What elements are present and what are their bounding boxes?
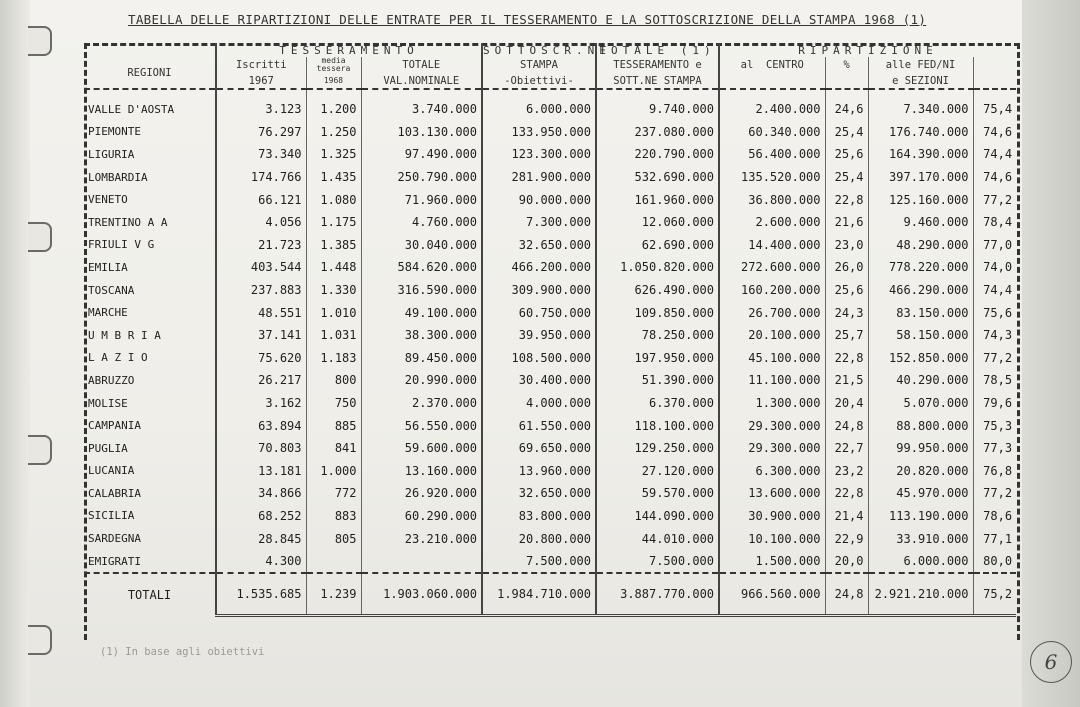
cell-pct2: 77,2 (973, 482, 1016, 505)
cell-pct: 21,5 (825, 369, 868, 392)
cell-pct: 20,0 (825, 550, 868, 574)
cell-stampa: 108.500.000 (482, 347, 596, 370)
cell-media: 1.080 (306, 188, 361, 211)
header-totale-nominale: TOTALE (361, 57, 482, 73)
cell-pct: 24,8 (825, 573, 868, 616)
cell-pct2: 74,4 (973, 279, 1016, 302)
cell-pct2: 78,5 (973, 369, 1016, 392)
cell-pct2: 74,4 (973, 143, 1016, 166)
cell-fed: 40.290.000 (868, 369, 973, 392)
header-centro-al: al (740, 59, 754, 71)
header-tess-sott: TESSERAMENTO e (596, 57, 719, 73)
cell-media: 1.010 (306, 301, 361, 324)
cell-fed: 88.800.000 (868, 414, 973, 437)
cell-totale: 30.040.000 (361, 234, 482, 257)
cell-regione: LOMBARDIA (88, 170, 148, 184)
cell-centro: 56.400.000 (719, 143, 825, 166)
cell-stampa: 133.950.000 (482, 121, 596, 144)
cell-iscritti: 68.252 (216, 505, 306, 528)
cell-totale: 250.790.000 (361, 166, 482, 189)
cell-fed: 466.290.000 (868, 279, 973, 302)
page-right-margin (1022, 0, 1080, 707)
cell-regione: TOSCANA (88, 283, 135, 297)
cell-media: 750 (306, 392, 361, 415)
binder-hole (28, 26, 52, 56)
cell-centro: 2.400.000 (719, 89, 825, 121)
cell-tot-tess: 144.090.000 (596, 505, 719, 528)
header-iscritti-year: 1967 (216, 73, 306, 89)
header-blank (84, 43, 216, 57)
cell-media: 885 (306, 414, 361, 437)
cell-iscritti: 174.766 (216, 166, 306, 189)
cell-fed: 33.910.000 (868, 527, 973, 550)
binder-hole (28, 435, 52, 465)
cell-totale: 3.740.000 (361, 89, 482, 121)
cell-pct: 24,8 (825, 414, 868, 437)
cell-fed: 778.220.000 (868, 256, 973, 279)
cell-pct: 23,2 (825, 460, 868, 483)
cell-media: 1.183 (306, 347, 361, 370)
cell-stampa: 6.000.000 (482, 89, 596, 121)
header-sottoscrizione: SOTTOSCR.NE (483, 43, 611, 57)
cell-centro: 272.600.000 (719, 256, 825, 279)
header-sott-stampa: SOTT.NE STAMPA (596, 73, 719, 89)
footnote: (1) In base agli obiettivi (100, 646, 265, 658)
cell-centro: 10.100.000 (719, 527, 825, 550)
cell-centro: 160.200.000 (719, 279, 825, 302)
cell-centro: 29.300.000 (719, 437, 825, 460)
header-percent-2-blank (973, 73, 1016, 89)
cell-stampa: 90.000.000 (482, 188, 596, 211)
cell-regione: LIGURIA (88, 147, 135, 161)
table-row (84, 347, 1016, 370)
cell-iscritti: 70.803 (216, 437, 306, 460)
cell-pct2: 75,4 (973, 89, 1016, 121)
cell-fed: 113.190.000 (868, 505, 973, 528)
cell-iscritti: 4.300 (216, 550, 306, 574)
table-row (84, 392, 1016, 415)
cell-totale (361, 550, 482, 574)
cell-pct2: 74,6 (973, 121, 1016, 144)
header-obiettivi: -Obiettivi- (482, 73, 596, 89)
cell-tot-tess: 109.850.000 (596, 301, 719, 324)
table-row (84, 256, 1016, 279)
cell-tot-tess: 78.250.000 (596, 324, 719, 347)
cell-stampa: 32.650.000 (482, 482, 596, 505)
cell-fed: 164.390.000 (868, 143, 973, 166)
cell-media: 1.330 (306, 279, 361, 302)
cell-iscritti: 75.620 (216, 347, 306, 370)
cell-fed: 20.820.000 (868, 460, 973, 483)
cell-pct2: 75,3 (973, 414, 1016, 437)
cell-tot-tess: 237.080.000 (596, 121, 719, 144)
header-media-line1: media (321, 56, 346, 65)
cell-iscritti: 34.866 (216, 482, 306, 505)
cell-centro: 135.520.000 (719, 166, 825, 189)
cell-stampa: 39.950.000 (482, 324, 596, 347)
cell-stampa: 60.750.000 (482, 301, 596, 324)
cell-totale: 38.300.000 (361, 324, 482, 347)
cell-fed: 397.170.000 (868, 166, 973, 189)
cell-regione: PIEMONTE (88, 125, 141, 139)
header-percent: % (825, 57, 868, 73)
cell-regione: ABRUZZO (88, 373, 135, 387)
cell-media: 1.239 (306, 573, 361, 616)
table-row (84, 143, 1016, 166)
header-centro-blank (719, 73, 825, 89)
cell-stampa: 83.800.000 (482, 505, 596, 528)
cell-pct: 23,0 (825, 234, 868, 257)
header-media-line2: tessera (316, 64, 351, 73)
cell-pct2: 79,6 (973, 392, 1016, 415)
header-federazioni: alle FED/NI (868, 57, 973, 73)
page-left-margin (0, 0, 30, 707)
cell-totale: 97.490.000 (361, 143, 482, 166)
cell-pct: 21,6 (825, 211, 868, 234)
cell-totale: 71.960.000 (361, 188, 482, 211)
table-row (84, 121, 1016, 144)
cell-pct: 25,4 (825, 121, 868, 144)
cell-media: 805 (306, 527, 361, 550)
cell-totale: 26.920.000 (361, 482, 482, 505)
cell-media (306, 550, 361, 574)
cell-pct2: 75,6 (973, 301, 1016, 324)
cell-centro: 966.560.000 (719, 573, 825, 616)
cell-regione: U M B R I A (88, 328, 161, 342)
cell-media: 800 (306, 369, 361, 392)
cell-pct2: 78,6 (973, 505, 1016, 528)
header-tesseramento: TESSERAMENTO (216, 43, 482, 57)
cell-regione: L A Z I O (88, 351, 148, 365)
cell-iscritti: 3.162 (216, 392, 306, 415)
header-centro (719, 57, 825, 73)
cell-totale: 1.903.060.000 (361, 573, 482, 616)
cell-stampa: 309.900.000 (482, 279, 596, 302)
cell-iscritti: 76.297 (216, 121, 306, 144)
header-regioni: REGIONI (84, 57, 216, 89)
cell-regione: MARCHE (88, 306, 128, 320)
cell-pct: 25,6 (825, 143, 868, 166)
table-row (84, 301, 1016, 324)
cell-pct: 20,4 (825, 392, 868, 415)
cell-iscritti: 3.123 (216, 89, 306, 121)
cell-totale: 56.550.000 (361, 414, 482, 437)
cell-media: 1.435 (306, 166, 361, 189)
cell-tot-tess: 6.370.000 (596, 392, 719, 415)
cell-fed: 2.921.210.000 (868, 573, 973, 616)
cell-tot-tess: 1.050.820.000 (596, 256, 719, 279)
header-percent-2 (973, 57, 1016, 73)
cell-tot-tess: 3.887.770.000 (596, 573, 719, 616)
cell-totale: 316.590.000 (361, 279, 482, 302)
cell-centro: 6.300.000 (719, 460, 825, 483)
cell-media: 1.325 (306, 143, 361, 166)
cell-iscritti: 237.883 (216, 279, 306, 302)
cell-tot-tess: 44.010.000 (596, 527, 719, 550)
totals-row (84, 573, 1016, 616)
cell-regione: CALABRIA (88, 486, 141, 500)
cell-iscritti: 66.121 (216, 188, 306, 211)
cell-regione: SARDEGNA (88, 532, 141, 546)
cell-media: 1.031 (306, 324, 361, 347)
cell-regione: EMIGRATI (88, 554, 141, 568)
cell-stampa: 281.900.000 (482, 166, 596, 189)
cell-media: 1.250 (306, 121, 361, 144)
cell-totale: 2.370.000 (361, 392, 482, 415)
cell-pct: 22,8 (825, 347, 868, 370)
cell-centro: 29.300.000 (719, 414, 825, 437)
cell-fed: 9.460.000 (868, 211, 973, 234)
header-media-year: 1968 (306, 73, 361, 89)
cell-totale: 49.100.000 (361, 301, 482, 324)
header-centro-label: CENTRO (765, 59, 804, 71)
cell-iscritti: 13.181 (216, 460, 306, 483)
cell-pct: 22,8 (825, 188, 868, 211)
cell-centro: 11.100.000 (719, 369, 825, 392)
cell-totale: 13.160.000 (361, 460, 482, 483)
header-stampa: STAMPA (482, 57, 596, 73)
table-row (84, 324, 1016, 347)
table-row (84, 211, 1016, 234)
cell-pct: 22,8 (825, 482, 868, 505)
cell-centro: 60.340.000 (719, 121, 825, 144)
cell-pct2: 74,3 (973, 324, 1016, 347)
header-percent-blank (825, 73, 868, 89)
cell-iscritti: 28.845 (216, 527, 306, 550)
cell-regione: FRIULI V G (88, 238, 155, 252)
cell-pct2: 78,4 (973, 211, 1016, 234)
table-row (84, 279, 1016, 302)
cell-fed: 58.150.000 (868, 324, 973, 347)
cell-media: 1.448 (306, 256, 361, 279)
cell-fed: 152.850.000 (868, 347, 973, 370)
cell-centro: 26.700.000 (719, 301, 825, 324)
cell-pct2: 77,2 (973, 347, 1016, 370)
cell-centro: 1.300.000 (719, 392, 825, 415)
table-row (84, 505, 1016, 528)
cell-iscritti: 63.894 (216, 414, 306, 437)
cell-iscritti: 4.056 (216, 211, 306, 234)
table-row (84, 550, 1016, 574)
cell-totale: 4.760.000 (361, 211, 482, 234)
cell-pct2: 74,0 (973, 256, 1016, 279)
table-row (84, 527, 1016, 550)
cell-fed: 7.340.000 (868, 89, 973, 121)
cell-centro: 14.400.000 (719, 234, 825, 257)
cell-totale: 20.990.000 (361, 369, 482, 392)
cell-media: 1.200 (306, 89, 361, 121)
cell-pct: 24,3 (825, 301, 868, 324)
cell-media: 1.175 (306, 211, 361, 234)
header-val-nominale: VAL.NOMINALE (361, 73, 482, 89)
cell-pct2: 77,2 (973, 188, 1016, 211)
cell-stampa: 20.800.000 (482, 527, 596, 550)
cell-pct: 26,0 (825, 256, 868, 279)
cell-tot-tess: 626.490.000 (596, 279, 719, 302)
cell-totale: 89.450.000 (361, 347, 482, 370)
cell-media: 1.000 (306, 460, 361, 483)
binder-hole (28, 222, 52, 252)
cell-regione: TRENTINO A A (88, 215, 168, 229)
table-row (84, 437, 1016, 460)
cell-stampa: 32.650.000 (482, 234, 596, 257)
cell-regione: PUGLIA (88, 441, 128, 455)
cell-pct2: 76,8 (973, 460, 1016, 483)
cell-fed: 48.290.000 (868, 234, 973, 257)
allocation-table (84, 43, 1016, 617)
cell-tot-tess: 532.690.000 (596, 166, 719, 189)
cell-regione: CAMPANIA (88, 419, 141, 433)
cell-regione: VENETO (88, 193, 128, 207)
cell-regione: MOLISE (88, 396, 128, 410)
cell-tot-tess: 129.250.000 (596, 437, 719, 460)
table-row (84, 460, 1016, 483)
table-row (84, 166, 1016, 189)
cell-pct: 25,4 (825, 166, 868, 189)
cell-stampa: 7.300.000 (482, 211, 596, 234)
table-row (84, 89, 1016, 121)
cell-pct2: 77,1 (973, 527, 1016, 550)
cell-totale: 60.290.000 (361, 505, 482, 528)
cell-tot-tess: 220.790.000 (596, 143, 719, 166)
cell-tot-tess: 118.100.000 (596, 414, 719, 437)
cell-centro: 36.800.000 (719, 188, 825, 211)
cell-pct: 21,4 (825, 505, 868, 528)
cell-stampa: 123.300.000 (482, 143, 596, 166)
cell-stampa: 1.984.710.000 (482, 573, 596, 616)
cell-tot-tess: 161.960.000 (596, 188, 719, 211)
cell-centro: 20.100.000 (719, 324, 825, 347)
cell-stampa: 30.400.000 (482, 369, 596, 392)
cell-regione: SICILIA (88, 509, 135, 523)
cell-pct: 25,6 (825, 279, 868, 302)
cell-tot-tess: 7.500.000 (596, 550, 719, 574)
cell-iscritti: 1.535.685 (216, 573, 306, 616)
cell-pct: 24,6 (825, 89, 868, 121)
cell-iscritti: 26.217 (216, 369, 306, 392)
cell-totale: 584.620.000 (361, 256, 482, 279)
cell-tot-tess: 51.390.000 (596, 369, 719, 392)
cell-regione: VALLE D'AOSTA (88, 102, 175, 116)
table-row (84, 414, 1016, 437)
cell-centro: 45.100.000 (719, 347, 825, 370)
cell-centro: 2.600.000 (719, 211, 825, 234)
cell-media: 1.385 (306, 234, 361, 257)
table-row (84, 234, 1016, 257)
cell-iscritti: 403.544 (216, 256, 306, 279)
table-row (84, 482, 1016, 505)
cell-tot-tess: 27.120.000 (596, 460, 719, 483)
table-row (84, 188, 1016, 211)
cell-fed: 83.150.000 (868, 301, 973, 324)
cell-pct: 25,7 (825, 324, 868, 347)
cell-pct: 22,9 (825, 527, 868, 550)
cell-regione: EMILIA (88, 260, 128, 274)
cell-centro: 1.500.000 (719, 550, 825, 574)
cell-fed: 176.740.000 (868, 121, 973, 144)
cell-stampa: 4.000.000 (482, 392, 596, 415)
cell-fed: 99.950.000 (868, 437, 973, 460)
cell-centro: 30.900.000 (719, 505, 825, 528)
cell-stampa: 466.200.000 (482, 256, 596, 279)
table-row (84, 369, 1016, 392)
cell-media: 883 (306, 505, 361, 528)
cell-pct2: 80,0 (973, 550, 1016, 574)
cell-iscritti: 48.551 (216, 301, 306, 324)
cell-fed: 45.970.000 (868, 482, 973, 505)
cell-stampa: 61.550.000 (482, 414, 596, 437)
header-totale: TOTALE (1) (596, 43, 719, 57)
header-media (306, 57, 361, 73)
cell-totale: 59.600.000 (361, 437, 482, 460)
header-iscritti: Iscritti (216, 57, 306, 73)
cell-fed: 6.000.000 (868, 550, 973, 574)
cell-pct2: 77,3 (973, 437, 1016, 460)
cell-iscritti: 37.141 (216, 324, 306, 347)
cell-pct2: 77,0 (973, 234, 1016, 257)
binder-hole (28, 625, 52, 655)
cell-centro: 13.600.000 (719, 482, 825, 505)
cell-fed: 5.070.000 (868, 392, 973, 415)
header-sezioni: e SEZIONI (868, 73, 973, 89)
document-title: TABELLA DELLE RIPARTIZIONI DELLE ENTRATE PER IL TESSERAMENTO E LA SOTTOSCRIZIONE DELLA STAMPA 1968 (1) (128, 12, 927, 27)
cell-regione: LUCANIA (88, 464, 135, 478)
page-number: 6 (1030, 641, 1072, 683)
cell-iscritti: 73.340 (216, 143, 306, 166)
cell-stampa: 69.650.000 (482, 437, 596, 460)
cell-tot-tess: 62.690.000 (596, 234, 719, 257)
cell-pct2: 74,6 (973, 166, 1016, 189)
cell-stampa: 13.960.000 (482, 460, 596, 483)
cell-totale: 23.210.000 (361, 527, 482, 550)
cell-iscritti: 21.723 (216, 234, 306, 257)
cell-regione: TOTALI (84, 573, 216, 616)
header-ripartizione: RIPARTIZIONE (719, 43, 1016, 57)
cell-tot-tess: 9.740.000 (596, 89, 719, 121)
cell-tot-tess: 197.950.000 (596, 347, 719, 370)
cell-media: 772 (306, 482, 361, 505)
cell-stampa: 7.500.000 (482, 550, 596, 574)
cell-pct: 22,7 (825, 437, 868, 460)
cell-totale: 103.130.000 (361, 121, 482, 144)
cell-fed: 125.160.000 (868, 188, 973, 211)
cell-tot-tess: 59.570.000 (596, 482, 719, 505)
cell-tot-tess: 12.060.000 (596, 211, 719, 234)
cell-pct2: 75,2 (973, 573, 1016, 616)
cell-media: 841 (306, 437, 361, 460)
